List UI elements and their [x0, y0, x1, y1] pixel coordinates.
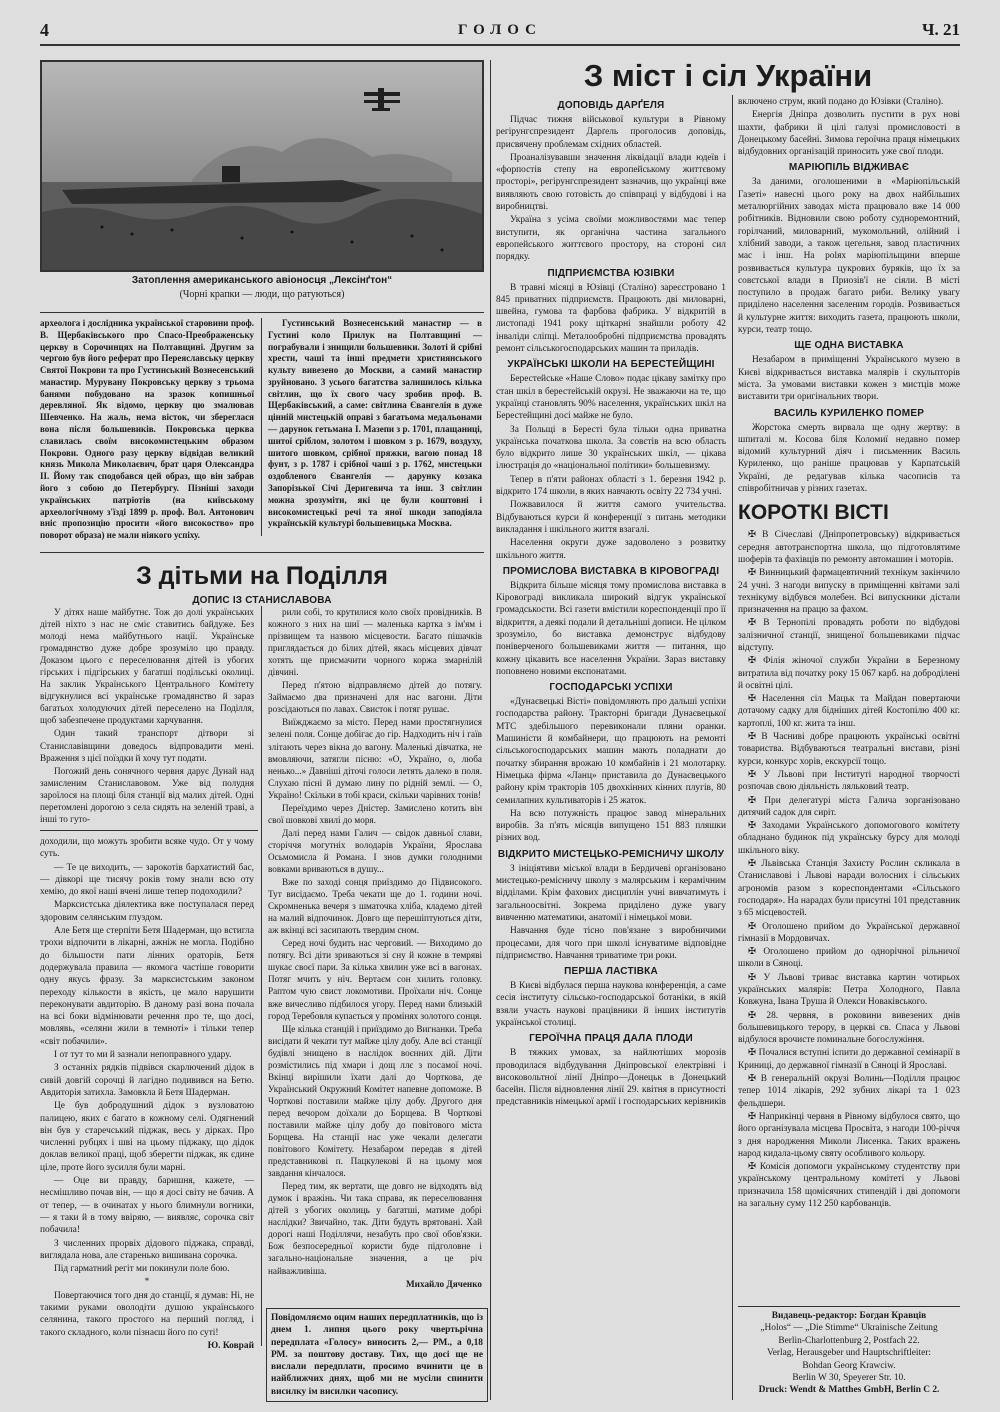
photo-caption: Затоплення американського авіоносця „Лексінґтон“: [131, 275, 393, 286]
mid-p: Відкрита більше місяця тому промислова виставка в Кіровограді викликала широкий відгук української громадськости. Всі газети вмістили кореспонденції про її відкриття, а деякі подали й детальніші дописи. Не цілком зрозуміло, бо виставка демонструє відбудову поніверченого большевиками життя — питання, що кожну цікавить все населення України. Зараз виставку поповнено новими експонатами.: [496, 580, 726, 677]
short-news-item: ✠ Населення сіл Мацьк та Майдан повертаючи дотачому садку для бідніших дітей Костопілю 400 кг. картоплі, 100 кг. жита та інш.: [738, 694, 960, 729]
subscription-notice: [266, 1308, 488, 1402]
mid-heading: ГОСПОДАРСЬКІ УСПІХИ: [549, 682, 673, 694]
right-heading: ЩЕ ОДНА ВИСТАВКА: [794, 340, 904, 352]
short-news-list: [738, 529, 960, 1210]
article2-col2-p: Ще кілька станцій і приїздимо до Вигнанки. Треба висідати й чекати тут майже цілу добу. Але всі станції будівлі знищено в наслідок воєнних дій. Діти розмістились під хмари і дощ ллє з посамої ночі. Вкінці вирішили їхати далі до Чорткова, де Український Окружний Комітет напевне допоможе. В Чорткові поставили майже цілу добу. Другого дня перед вечором доїхали до Борщева. В Чорткові поставили майже цілу добу до повітового міста Борщева. На станції нас уже чекали делегати повітового Комітету. Незабаром передав я дітей представникові п. Пацкулекові й на цьому моя завдання кінчалося.: [268, 1023, 482, 1179]
right-p: Жорстока смерть вирвала ще одну жертву: в шпиталі м. Косова біля Коломиї недавно помер відомий культурний діяч і письменник Василь Куриленко, що раніше працював у Карпатській Україні, де редагував кілька часописів та співробітничав у різних газетах.: [738, 422, 960, 495]
article3-p: доходили, що можуть зробити всяке чудо. От у чому суть.: [40, 837, 254, 860]
article2-col1-p: Один такий транспорт дітвори зі Станиславівщини доведось відпровадити мені. Враження з цієї поїздки й хочу тут подати.: [40, 728, 254, 763]
imprint-line: „Holos“ — „Die Stimme“ Ukrainische Zeitung: [760, 1323, 938, 1334]
header-rule: [40, 44, 960, 46]
right-p: За даними, оголошеними в «Маріюпільській Газеті» навесні цього року на двох найбільших металюргійних заводах міста працювало вже 14 000 робітників. Відновили свою роботу судноремонтний, горілчаний, миловарний, мукомольний, олійний і хлібний заводи, а також цегельня, завод пластичних мас і інш. На polях маріюпільщини вперше розвивається культура цукрових буряків, що їх за совєтської влади в Приозів'ї не сіяли. В місті поступило в продаж багато риби. Велику увагу приділено населення заселеним городів. Розвивається й культурне життя: виходить газета, працюють школи, курси, театр тощо.: [738, 177, 960, 336]
article3-separator: *: [144, 1277, 150, 1288]
right-heading: МАРІЮПІЛЬ ВІДЖИВАЄ: [788, 162, 910, 174]
imprint: [738, 1306, 960, 1397]
imprint-line: Berlin-Charlottenburg 2, Postfach 22.: [778, 1335, 920, 1346]
article2-subtitle: ДОПИС ІЗ СТАНИСЛАВОВА: [192, 595, 332, 606]
page-number: 4: [40, 20, 49, 40]
article3-p: Це був добродушний дідок з вузловатою палицею, яких є багато в кожному селі. Одягнений він був у старечський піджак, весь у дірках. Про численні рубцях і шві на цьому піджаку, що дідок доклав великої праці, щоб зберегти піджак, як єдине ціле, проте його зусилля були марні.: [40, 1101, 254, 1173]
imprint-line: Berlin W 30, Speyerer Str. 10.: [792, 1373, 906, 1384]
right-p: Незабаром в приміщенні Українського музею в Києві відкривається виставка малярів і скульпторів міста. За умовами виставки кожен з мистців може виставити три оригінальних твори.: [738, 355, 960, 403]
article2-col2-p: Вже по заході сонця приїздимо до Підвисокого. Тут висідаємо. Треба чекати ще до 1. години ночі. Скромненька вечеря з шматочка хліба, кладемо дітей на малий відпочинок. Довго ще перешіптуються діти, аж вкінці всі засипають твердим сном.: [268, 877, 482, 936]
short-news-title: КОРОТКІ ВІСТІ: [738, 501, 889, 525]
short-news-item: ✠ В генеральній окрузі Волинь—Поділля працює тепер 1014 лікарів, 292 зубних лікарі та 1 023 фельдшери.: [738, 1074, 960, 1109]
article2-title: З дітьми на Поділля: [136, 562, 388, 590]
short-news-item: ✠ В Тернопілі провадять роботи по відбудові залізничної станції, знищеної большевиками підчас відступу.: [738, 618, 960, 653]
mid-column: [496, 96, 726, 1109]
article2-divider: [261, 606, 262, 1346]
mid-p: «Дунаєвецькі Вісті» повідомляють про дальші успіхи господарства району. Тракторні бригади Дунаєвецької МТС здебільшого перевиконали пляни оранки. Машиністи й комбайнери, що працюють на ремонті сільськогосподарських машин мають поладнати до початку збирання врожаю 10 комбайнів і 21 молотарку. Німецька фірма «Ланц» приставила до Дунаєвецького району крім тракторів 105 двохкінних кінних плугів, 80 семилапних культиваторів і 25 жаток.: [496, 697, 726, 806]
right-p: Енергія Дніпра дозволить пустити в рух нові шахти, фабрики й цілі галузі промисловості в Донецькому басейні. Зимова героїчна праця німецьких відбудовних організацій приносить уже свої плоди.: [738, 110, 960, 158]
mid-heading: ВІДКРИТО МИСТЕЦЬКО-РЕМІСНИЧУ ШКОЛУ: [497, 848, 725, 860]
mid-p: Проаналізувавши значення ліквідації влади юдеїв і «форпостів степу на европейському життєвому просторі», регірунгспрезидент зазначив, що українці вже виявляють свою готовість до співпраці у відбудові і на виробництві.: [496, 152, 726, 213]
mid-heading: ПІДПРИЄМСТВА ЮЗІВКИ: [547, 267, 675, 279]
short-news-item: ✠ У Львові при Інститутi народної творчості розпочав свою діяльність ляльковий театр.: [738, 769, 960, 793]
short-news-item: ✠ Почалися вступні іспити до державної семінарії в Криниці, до державної гімназії в Сяноці й Ярославі.: [738, 1048, 960, 1071]
mid-p: З ініціятиви міської влади в Бердичеві організовано мистецько-ремісничу школу з малярським і керамічним відділами. Крім фахових дисциплін учні вивчатимуть і загальноосвітні. Зокрема приділено дуже увагу вивченню математики, анатомії і німецької мови.: [496, 863, 726, 923]
short-news-item: ✠ Заходами Українського допомогового комітету обладнано будинок під українську бурсу для молоді шкільного віку.: [738, 821, 960, 856]
photo-subcaption: (Чорні крапки — люди, що ратуються): [179, 289, 345, 300]
short-news-item: ✠ Комісія допомоги українському студентству при українському центральному комітеті у Львові призначила 158 щомісячних стипендій і дві допомоги на загальну суму 112 250 карбованців.: [738, 1162, 960, 1210]
article2-col2-p: Перед тим, як вертати, ще довго не відходять від думок і вражінь. Чи така справа, як переселювання дітей з убогих околиць у багатші, матиме добрі наслідки? Звичайно, так. Діти будуть врятовані. Хай дорогі наші Поділлячи, незабуть про свої обов'язки. Бож безпосередньої користи буде підголовне і загально-національне значення, а це річ найважливіша.: [268, 1181, 482, 1276]
carrier-photo: [42, 62, 482, 270]
mid-p: В травні місяці в Юзівці (Сталіно) зареєстровано 1 845 приватних підприємств. Працюють дві миловарні, швейна, гумова та фарбова фабрика. У відкритій в листопаді 1941 року щіткарні знайшли роботу 42 інваліди сліпці. Металообробні підприємства провадять ремонт сільськогосподарських машин та приладів.: [496, 282, 726, 355]
article2-col2-p: Перед п'ятою відправляємо дітей до потягу. Займаємо два призначені для нас вагони. Діти розсідаються по лавах. Свисток і потяг рушає.: [268, 680, 482, 715]
short-news-item: ✠ В Часниві добре працюють українські освітні товариства. Відбуваються театральні вистави, різні курси, конкурс хорів, екскурсії тощо.: [738, 732, 960, 767]
article2-col2-p: Серед ночі будить нас черговий. — Виходимо до потягу. Всі діти зриваються зі сну й кожне в темряві шукає своєї пари. За кілька хвилин уже всі в вагонах. Потяг мчить у ніч. Вертаєм сон хилить головку. Раптом чую свист локомотиви. Проїхали ніч. Сонце вже вичесливо підбилося угору. Перед нами близькій город Теребовля купається у промінях золотого сонця.: [268, 938, 482, 1021]
mid-p: Населення округи дуже задоволено з розвитку шкільного життя.: [496, 538, 726, 561]
mid-p: Берестейське «Наше Слово» подає цікаву замітку про стан шкіл в берестейській окрузі. Не зважаючи на те, що українці становлять 90% населення, українських шкіл на Берестейщині досі майже не було.: [496, 374, 726, 422]
imprint-line: Verlag, Herausgeber und Hauptschriftleiter:: [767, 1348, 931, 1359]
article1-col2: Густинський Вознесенський манастир — в Густині коло Прилук на Полтавщині — пограбували і знищили большевики. Золоті й срібні хрести, чаші та інші предмети християнського культу вивезено до Москви, а самий манастир зруйновано. З усього багатства залишилось кілька світлин, що їх свого часу зробив проф. В. Щербаківський, а саме: світлина Євангелія в дуже цінній мистецькій оправі з багатьома медальонами — дарунок гетьмана І. Мазепи з р. 1701, плащаниці, шитої сріблом, золотом і шовком з р. 1679, воздуху, шитого шовком, срібної пряжки, вагою понад 18 фунт, з р. 1787 і срібної чаші з р. 1762, мистецьки оздобленого Євангелія — дарунку козака Запорізької Січі Деригевича та інш. З світлин можна зрозуміти, які це були коштовні і високомистецькі речі та яної шкоди заподіяла українській культурі большевицька Москва.: [268, 318, 482, 529]
mid-p: Пожвавилося й життя самого учительства. Відбуваються курси й конференції з питань методики викладання і шкільного життя взагалі.: [496, 500, 726, 535]
main-divider-right: [732, 95, 733, 1400]
article3-p: З останніх рядків підвівся скарлючений дідок в сивій довгій сорочці й лагідно подивився на Бетю. Авдиторія затихла. Замовкла й Бетя Шадерман.: [40, 1063, 254, 1098]
article3-author: Ю. Коврай: [207, 1340, 254, 1351]
short-news-item: ✠ Філія жіночої служби України в Березному витратила від початку року 15 067 карб. на доброділені й освітні цілі.: [738, 656, 960, 691]
page-header: [40, 20, 960, 42]
notice-text: Повідомляємо оцим наших передплатників, що із днем 1. липня цього року чвертьрічна передплата «Голосу» виносить 2,— РМ., а 0,18 РМ. за поштову доставу. Тих, що досі ще не вислали передплати, просимо вчинити це в найближчих днях, щоб ми не мусіли спинити висилку ім висилки часопису.: [271, 1313, 483, 1397]
article3-p: Але Бетя ще стерпіти Бетя Шадерман, що встигла трохи відпочити в лікарні, ажніж не могла. Подібно до більшости пати лінних ораторів, Бетя додержувала правила — якомога частіше говорити одну якусь фразу. За марксистським законом переходу кількости в якість, це мало нарушити переконувати авдиторію. В даному разі вона почала на всі боки відмінювати речення про те, що досі, мовлявь, «селяни жили в темноті» і тільки тепер «світ побачили».: [40, 926, 254, 1047]
mid-p: Навчання буде тісно пов'язане з виробничими процесами, для чого при школі існуватиме відповідне підприємство. Навчання триватиме три роки.: [496, 926, 726, 961]
short-news-item: ✠ В Січеславі (Дніпропетровську) відкривається середня автотранспортна школа, що підготовлятиме шоферів та фахівців по ремонту автомашин і моторів.: [738, 530, 960, 565]
short-news-item: ✠ У Львові триває виставка картин чотирьох українських малярів: Петра Холодного, Павла Ковжуна, Івана Труша й Олекси Новаківського.: [738, 972, 960, 1008]
mid-p: За Польщі в Бересті була тільки одна приватна українська початкова школа. За совєтів на всю область було відкрито лише 30 українських шкіл, — цікава ілюстрація до «національної політики» большевизму.: [496, 424, 726, 472]
right-column: [738, 96, 960, 1211]
article2-author: Михайло Дяченко: [406, 1278, 482, 1289]
mid-heading: ПРОМИСЛОВА ВИСТАВКА В КІРОВОГРАДІ: [502, 565, 720, 577]
issue-number: Ч. 21: [922, 20, 960, 39]
article2-col2-p: Далі перед нами Галич — свідок давньої слави, сторіччя могутніх володарів України, Ярослава Осьмомисла й Романа. І знов думки голодними вовками вриваються в душу...: [268, 827, 482, 874]
mid-heading: УКРАЇНСЬКІ ШКОЛИ НА БЕРЕСТЕЙЩИНІ: [507, 359, 715, 371]
article1-divider: [261, 318, 262, 536]
article2-col2: [268, 606, 482, 1290]
mid-p: Підчас тижня військової культури в Рівному регірунгспрезидент Дарґель проголосив доповідь, присвячену проблемам східних областей.: [496, 115, 726, 150]
article2-col2-p: Переїздимо через Дністер. Замислено котить він свої шовкові хвилі до моря.: [268, 802, 482, 825]
short-news-item: ✠ Наприкінці червня в Рівному відбулося свято, що його організувала місцева Просвіта, з нагоди 100-річчя з дня народження Миколи Лисенка. Таких вражень народ кидала-цьому святу особливого кольору.: [738, 1111, 960, 1159]
article1-rule: [40, 312, 484, 313]
right-p: включено струм, який подано до Юзівки (Сталіно).: [738, 97, 944, 107]
article2-col1-p: У дітях наше майбутнє. Тож до долі українських дітей ніхто з нас не сміє ставитись байдуже. Без молоді нема майбутнього нації. Українське громадянство дуже добре зрозуміло цю правду. Доказом цього є переселювання дітей із убогих гірських і підгірських у багатші подільські околиці. На заклик Українського Центрального Комітету відгукнулися всі українське громадянство й зараз багатьох холодуючих дітей переселено на Поділля, щоб забезпечене продуктами харчування.: [40, 607, 254, 726]
short-news-item: ✠ Винницький фармацевтичний технікум закінчило 24 учні. З нагоди випуску в приміщенні квітами залі технікуму відбувся молебен. Всі випускники дістали призначення на працю за фахом.: [738, 568, 960, 616]
short-news-item: ✠ Оголошено прийом до Української державної гімназії в Мордовичах.: [738, 921, 960, 944]
mid-p: В Києві відбулася перша наукова конференція, а саме сесія інституту сільсько-господарської ботаніки, в якій взяли участь наукові працівники й інших інститутів української столиці.: [496, 981, 726, 1028]
short-news-item: ✠ Львівська Станція Захисту Рослин скликала в Станиславові і Львові наради волосних і сільських агрономів разом з кореспондентами «Сільського господаря». На нарадах були присутні 101 представник з 65 місцевостей.: [738, 859, 960, 919]
mid-p: Тепер в п'яти районах області з 1. березня 1942 р. відкрито 174 школи, в яких навчають освіту 22 734 учні.: [496, 474, 726, 498]
mid-heading: ДОПОВІДЬ ДАРҐЕЛЯ: [557, 100, 665, 111]
article2-col1: [40, 606, 254, 825]
article3-p: — Оце ви правду, баришня, кажете, — несмішливо почав він, — що я досі світу не бачив. А от тепер, — в очинатах у нього блимнули вогники, — я таки й в тому ввіряю, — виявляє, сорочка світ побачила!: [40, 1176, 254, 1236]
article1-col1: археолога і дослідника української старовини проф. В. Щербаківського про Спасо-Преображенську церкву в Сорочинцях на Полтавщині. Другим за чергою був його реферат про Переяславську церкву Святої Покрови та про Густинський Вознесенський манастир. Мурувану Покровську церкву з трьома банями побудовано на зразок копишньої деревляної. Як відомо, церкву цю змалював Шевченко. На жаль, нема вісток, чи збереглася вона після большевиків. Покровська церква славилась своїм високомистецьким образом Покрови. Одного разу церкву відвідав великий князь Микола Миколаєвич, брат царя Олександра II. Йому так сподобався цей образ, що він забрав його з собою до Петербургу. Пізніші заходи українських патріотів (на київському археологічному з'їзді 1899 р. проф. Вол. Антонович вніс пропозицію просити «його високоство» про поворот образа) не мали ніякого успіху.: [40, 318, 254, 541]
article3-p: Під гарматний регіт ми покинули поле бою.: [54, 1264, 230, 1275]
mid-p: Україна з усіма своїми можливостями має тепер виступити, як органічна частина загального европейського життєвого простору, на стороні сил порядку.: [496, 215, 726, 263]
imprint-line: Bohdan Georg Krawciw.: [802, 1360, 896, 1371]
short-news-item: ✠ При делегатурі міста Галича зорганізовано дитячий садок для сиріт.: [738, 795, 960, 818]
mid-title: З міст і сіл України: [583, 58, 873, 93]
article3-p: — Те це виходить, — зарокотів бархатистий бас, — дівкорі ще тисячу років тому знали всю оту хемію, до якої наші вчені лише тепер подоходили?: [40, 862, 254, 898]
article2-col2-p: Виїжджаємо за місто. Перед нами простягнулися зелені поля. Сонце добігає до гір. Надходить ніч і гаїв злітають через вікна до вагону. Маленькі дівчатка, не вмовляючи, затягли пісню: «О, Україно, о, люба ненько...» Давніші діточі голоси летять далеко в поля. Слухаю пісні й думаю лину по рідній землі. — О, Україно! Скільки в тобі краси, скільки чарівних тонів!: [268, 717, 482, 800]
mid-heading: ПЕРША ЛАСТІВКА: [564, 966, 658, 978]
right-heading: ВАСИЛЬ КУРИЛЕНКО ПОМЕР: [773, 407, 925, 419]
short-news-item: ✠ 28. червня, в роковини вивезених днів большевицького терору, в церкві св. Спаса у Львові відбулося врочисте поминальне богослужіння.: [738, 1010, 960, 1046]
article3-rule: [40, 830, 258, 831]
article3-p: І от тут то ми й зазнали непоправного удару.: [54, 1050, 232, 1061]
mid-p: В тяжких умовах, за найлютіших морозів проводилася відбудування Дніпровської електрівні і високовольтної лінії Дніпро—Донецьк в Донецький басейн. Після відновлення лінії 29. квітня в присутності представників німецької армії і господарських керівників: [496, 1048, 726, 1108]
photo-frame: [40, 60, 484, 272]
mid-p: На всю потужність працює завод мінеральних виробів. За п'ять місяців випущено 151 883 пляшки різних вод.: [496, 808, 726, 844]
article3: [40, 836, 254, 1352]
imprint-line: Видавець-редактор: Богдан Кравців: [771, 1311, 927, 1321]
article2-col1-p: Погожий день сонячного червня дарує Дунай над замисленим Станиславовом. Уже від полудня зароїлося на площі біля станції від малих дітей. Одні перетомлені дорогою з села сидять на зеленій траві, а інші то гуто-: [40, 765, 254, 824]
article3-p: З численних прорвіх дідового піджака, справді, виглядала нова, але старенько вишивана сорочка.: [40, 1238, 254, 1261]
imprint-line: Druck: Wendt & Matthes GmbH, Berlin C 2.: [758, 1385, 940, 1396]
article2-col2-p: рили собі, то крутилися коло своїх провідників. В кожного з них на шиї — маленька картка з ім'ям і прізвищем та назвою місцевости. Багато пішачків приглядається до білих дітей, якась місцевих дівчат хотять ще присмачити чорного коржа змарнілій дівчині.: [268, 607, 482, 678]
mid-heading: ГЕРОЇЧНА ПРАЦЯ ДАЛА ПЛОДИ: [529, 1033, 693, 1045]
main-divider-left: [490, 60, 491, 1400]
article3-p: Повертаючися того дня до станції, я думав: Ні, не такими руками оволодіти душою українського селянина, такого простого на перший погляд, і такого складного, коли пізнаєш його по суті!: [40, 1290, 254, 1338]
short-news-item: ✠ Оголошено прийом до однорічної рільничої школи в Сяноці.: [738, 947, 960, 970]
carrier-island: [222, 166, 240, 182]
article3-p: Марксистська діялектика вже поступалася перед здоровим селянським глуздом.: [40, 900, 254, 923]
paper-title: ГОЛОС: [458, 22, 542, 38]
article1-bottom-rule: [40, 552, 484, 553]
